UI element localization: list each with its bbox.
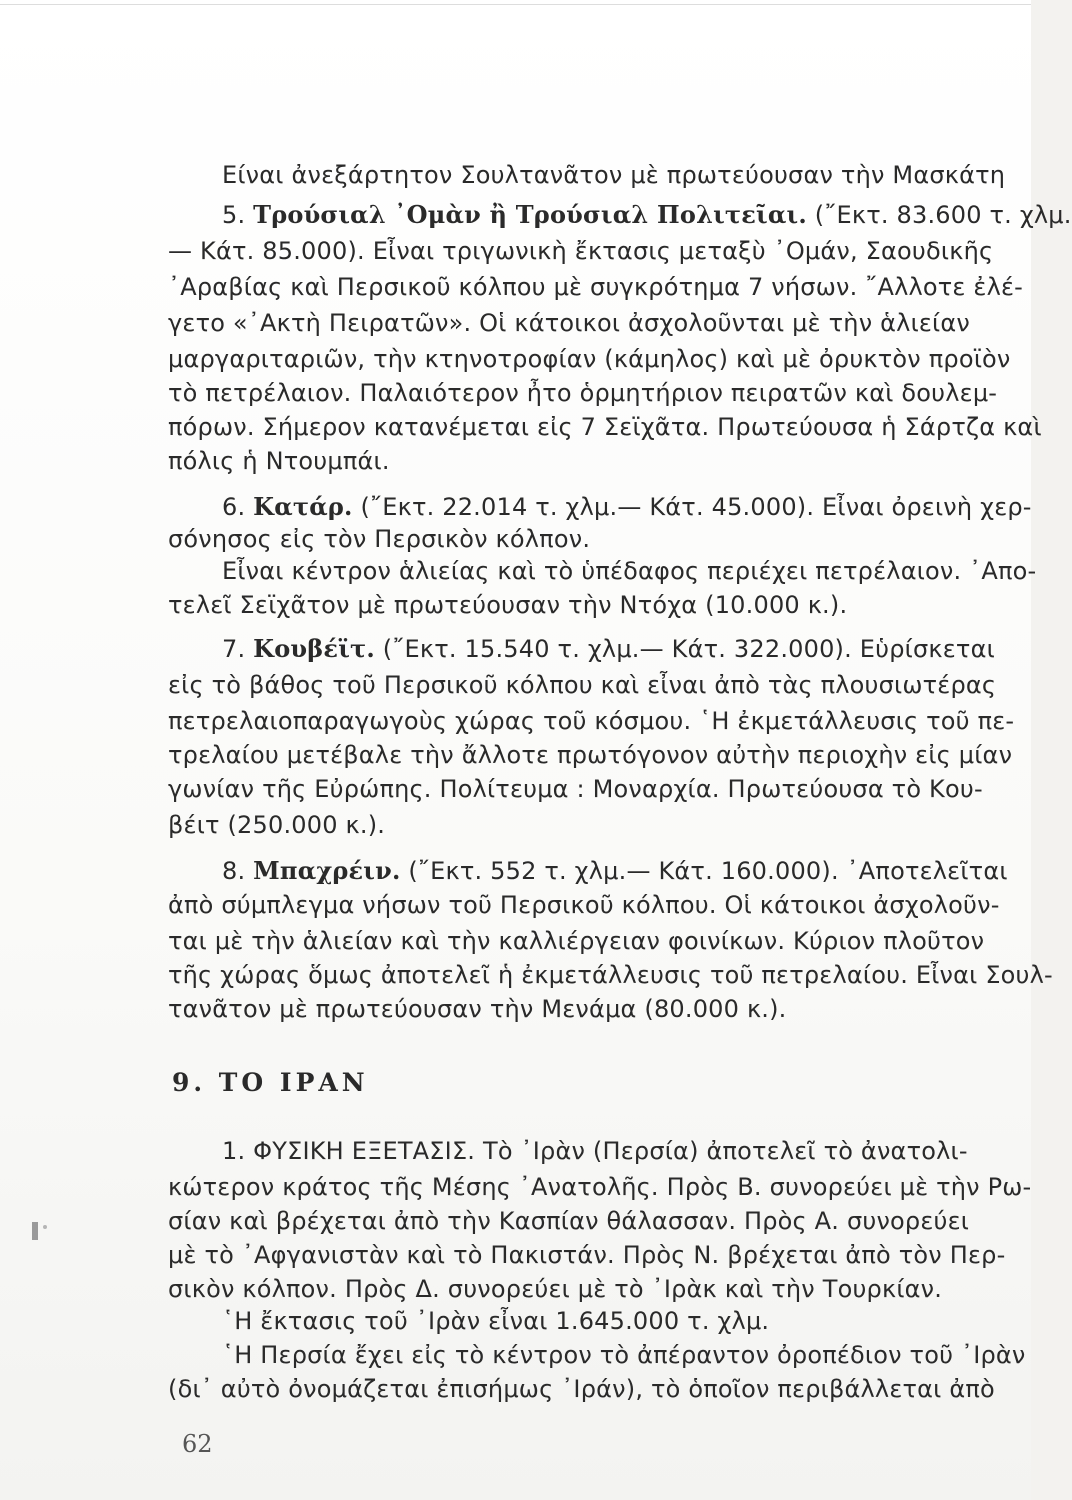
text-line: (δι᾿ αὐτὸ ὀνομάζεται ἐπισήμως ᾿Ιράν), τὸ ὁποῖον περιβάλλεται ἀπὸ (168, 1375, 995, 1403)
text-line: τῆς χώρας ὅμως ἀποτελεῖ ἡ ἐκμετάλλευσις τοῦ πετρελαίου. Εἶναι Σουλ- (168, 961, 1053, 989)
text-line: ῾Η Περσία ἔχει εἰς τὸ κέντρον τὸ ἀπέραντον ὀροπέδιον τοῦ ᾿Ιρὰν (222, 1341, 1026, 1369)
text-line: ᾿Αραβίας καὶ Περσικοῦ κόλπου μὲ συγκρότημα 7 νήσων. ῎Αλλοτε ἐλέ- (168, 273, 1024, 301)
top-edge (0, 4, 1031, 5)
text-line: τὸ πετρέλαιον. Παλαιότερον ἦτο ὁρμητήριον πειρατῶν καὶ δουλεμ- (168, 379, 998, 407)
text-line: Είναι ἀνεξάρτητον Σουλτανᾶτον μὲ πρωτεύουσαν τὴν Μασκάτη (222, 161, 1006, 189)
text-line-numbered: 5. Τρούσιαλ ᾿Ομὰν ἢ Τρούσιαλ Πολιτεῖαι. (῎Εκτ. 83.600 τ. χλμ. (222, 200, 1072, 229)
text-line: ἀπὸ σύμπλεγμα νήσων τοῦ Περσικοῦ κόλπου. Οἱ κάτοικοι ἀσχολοῦν- (168, 891, 1000, 919)
text-line: κώτερον κράτος τῆς Μέσης ᾿Ανατολῆς. Πρὸς Β. συνορεύει μὲ τὴν Ρω- (168, 1173, 1032, 1201)
text-line: 1. ΦΥΣΙΚΗ ΕΞΕΤΑΣΙΣ. Τὸ ᾿Ιρὰν (Περσία) ἀποτελεῖ τὸ ἀνατολι- (222, 1137, 968, 1165)
text-line: πόλις ἡ Ντουμπάι. (168, 447, 390, 475)
text-line: βέιτ (250.000 κ.). (168, 811, 386, 839)
text-line: γετο «᾿Ακτὴ Πειρατῶν». Οἱ κάτοικοι ἀσχολοῦνται μὲ τὴν ἁλιείαν (168, 309, 971, 337)
text-line: τανᾶτον μὲ πρωτεύουσαν τὴν Μενάμα (80.000 κ.). (168, 995, 787, 1023)
text-line-numbered: 7. Κουβέϊτ. (῎Εκτ. 15.540 τ. χλμ.— Κάτ. 322.000). Εὑρίσκεται (222, 634, 995, 663)
text-line: σικὸν κόλπον. Πρὸς Δ. συνορεύει μὲ τὸ ᾿Ιρὰκ καὶ τὴν Τουρκίαν. (168, 1275, 943, 1303)
text-line: εἰς τὸ βάθος τοῦ Περσικοῦ κόλπου καὶ εἶναι ἀπὸ τὰς πλουσιωτέρας (168, 671, 997, 699)
text-line: μαργαριταριῶν, τὴν κτηνοτροφίαν (κάμηλος) καὶ μὲ ὀρυκτὸν προϊὸν (168, 345, 1011, 373)
page-number: 62 (182, 1430, 213, 1458)
text-line: — Κάτ. 85.000). Εἶναι τριγωνικὴ ἔκτασις μεταξὺ ᾿Ομάν, Σαουδικῆς (168, 237, 994, 265)
text-line: σίαν καὶ βρέχεται ἀπὸ τὴν Κασπίαν θάλασσαν. Πρὸς Α. συνορεύει (168, 1207, 970, 1235)
text-line: γωνίαν τῆς Εὐρώπης. Πολίτευμα : Μοναρχία. Πρωτεύουσα τὸ Κου- (168, 775, 983, 803)
text-line: πετρελαιοπαραγωγοὺς χώρας τοῦ κόσμου. ῾Η ἐκμετάλλευσις τοῦ πε- (168, 707, 1015, 735)
text-line: σόνησος εἰς τὸν Περσικὸν κόλπον. (168, 525, 591, 553)
text-line: πόρων. Σήμερον κατανέμεται εἰς 7 Σεϊχᾶτα. Πρωτεύουσα ἡ Σάρτζα καὶ (168, 413, 1042, 441)
text-line-numbered: 8. Μπαχρέιν. (῎Εκτ. 552 τ. χλμ.— Κάτ. 160.000). ᾿Αποτελεῖται (222, 856, 1008, 885)
section-heading: 9. ΤΟ ΙΡΑΝ (172, 1068, 369, 1097)
text-line: ῾Η ἔκτασις τοῦ ᾿Ιρὰν εἶναι 1.645.000 τ. χλμ. (222, 1307, 770, 1335)
text-line: μὲ τὸ ᾿Αφγανιστὰν καὶ τὸ Πακιστάν. Πρὸς Ν. βρέχεται ἀπὸ τὸν Περ- (168, 1241, 1006, 1269)
text-line: Εἶναι κέντρον ἁλιείας καὶ τὸ ὑπέδαφος περιέχει πετρέλαιον. ᾿Απο- (222, 557, 1037, 585)
text-line: τελεῖ Σεϊχᾶτον μὲ πρωτεύουσαν τὴν Ντόχα (10.000 κ.). (168, 591, 848, 619)
text-line: ται μὲ τὴν ἁλιείαν καὶ τὴν καλλιέργειαν φοινίκων. Κύριον πλοῦτον (168, 927, 985, 955)
text-line-numbered: 6. Κατάρ. (῎Εκτ. 22.014 τ. χλμ.— Κάτ. 45.000). Εἶναι ὀρεινὴ χερ- (222, 492, 1032, 521)
text-line: τρελαίου μετέβαλε τὴν ἄλλοτε πρωτόγονον αὐτὴν περιοχὴν εἰς μίαν (168, 741, 1013, 769)
margin-smudge (28, 1218, 50, 1244)
